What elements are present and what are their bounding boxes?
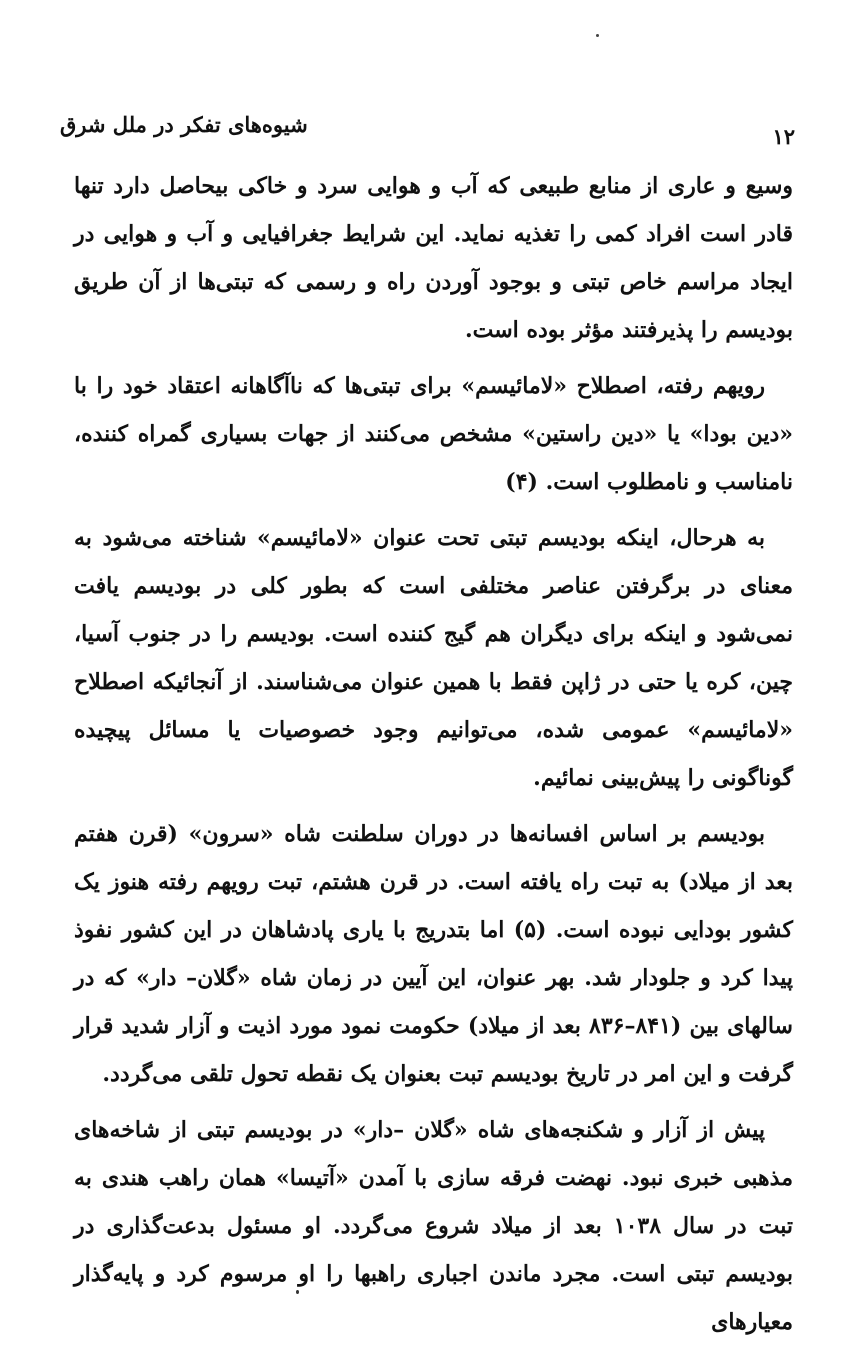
paragraph: وسیع و عاری از منابع طبیعی که آب و هوایی سرد و خاکی بیحاصل دارد تنها قادر است افراد کمی را تغذیه نماید. این شرایط جغرافیایی و آب و هوایی در ایجاد مراسم خاص تبتی و بوجود آوردن راه و رسمی که تبتی‌ها از آن طریق بودیسم را پذیرفتند مؤثر بوده است.	[74, 173, 793, 343]
body-text	[74, 162, 793, 1354]
running-title: شیوه‌های تفکر در ملل شرق	[60, 112, 308, 137]
paragraph: به هرحال، اینکه بودیسم تبتی تحت عنوان «لامائیسم» شناخته می‌شود به معنای در برگرفتن عناصر مختلفی است که بطور کلی در بودیسم یافت نمی‌شود و اینکه برای دیگران هم گیج کننده است. بودیسم را در جنوب آسیا، چین، کره یا حتی در ژاپن فقط با همین عنوان می‌شناسند. از آنجائیکه اصطلاح «لامائیسم» عمومی شده، می‌توانیم وجود خصوصیات یا مسائل پیچیده گوناگونی را پیش‌بینی نمائیم.	[74, 525, 793, 791]
page-number: ۱۲	[772, 124, 795, 149]
ink-speck	[596, 34, 599, 37]
paragraph: پیش از آزار و شکنجه‌های شاه «گلان –دار» در بودیسم تبتی از شاخه‌های مذهبی خبری نبود. نهضت فرقه سازی با آمدن «آتیسا» همان راهب هندی به تبت در سال ۱۰۳۸ بعد از میلاد شروع می‌گردد. او مسئول بدعت‌گذاری در بودیسم تبتی است. مجرد ماندن اجباری راهبها را او مرسوم کرد و پایه‌گذار معیارهای	[74, 1117, 793, 1335]
ink-speck	[296, 1290, 299, 1294]
running-head	[60, 112, 799, 149]
paragraph: بودیسم بر اساس افسانه‌ها در دوران سلطنت شاه «سرون» (قرن هفتم بعد از میلاد) به تبت راه یافته است. در قرن هشتم، تبت رویهم رفته هنوز یک کشور بودایی نبوده است. (۵) اما بتدریج با یاری پادشاهان در این کشور نفوذ پیدا کرد و جلودار شد. بهر عنوان، این آیین در زمان شاه «گلان– دار» که در سالهای بین (۸۴۱–۸۳۶ بعد از میلاد) حکومت نمود مورد اذیت و آزار شدید قرار گرفت و این امر در تاریخ بودیسم تبت بعنوان یک نقطه تحول تلقی می‌گردد.	[74, 821, 794, 1087]
paragraph: رویهم رفته، اصطلاح «لامائیسم» برای تبتی‌ها که ناآگاهانه اعتقاد خود را با «دین بودا» یا «دین راستین» مشخص می‌کنند از جهات بسیاری گمراه کننده، نامناسب و نامطلوب است. (۴)	[74, 373, 793, 495]
